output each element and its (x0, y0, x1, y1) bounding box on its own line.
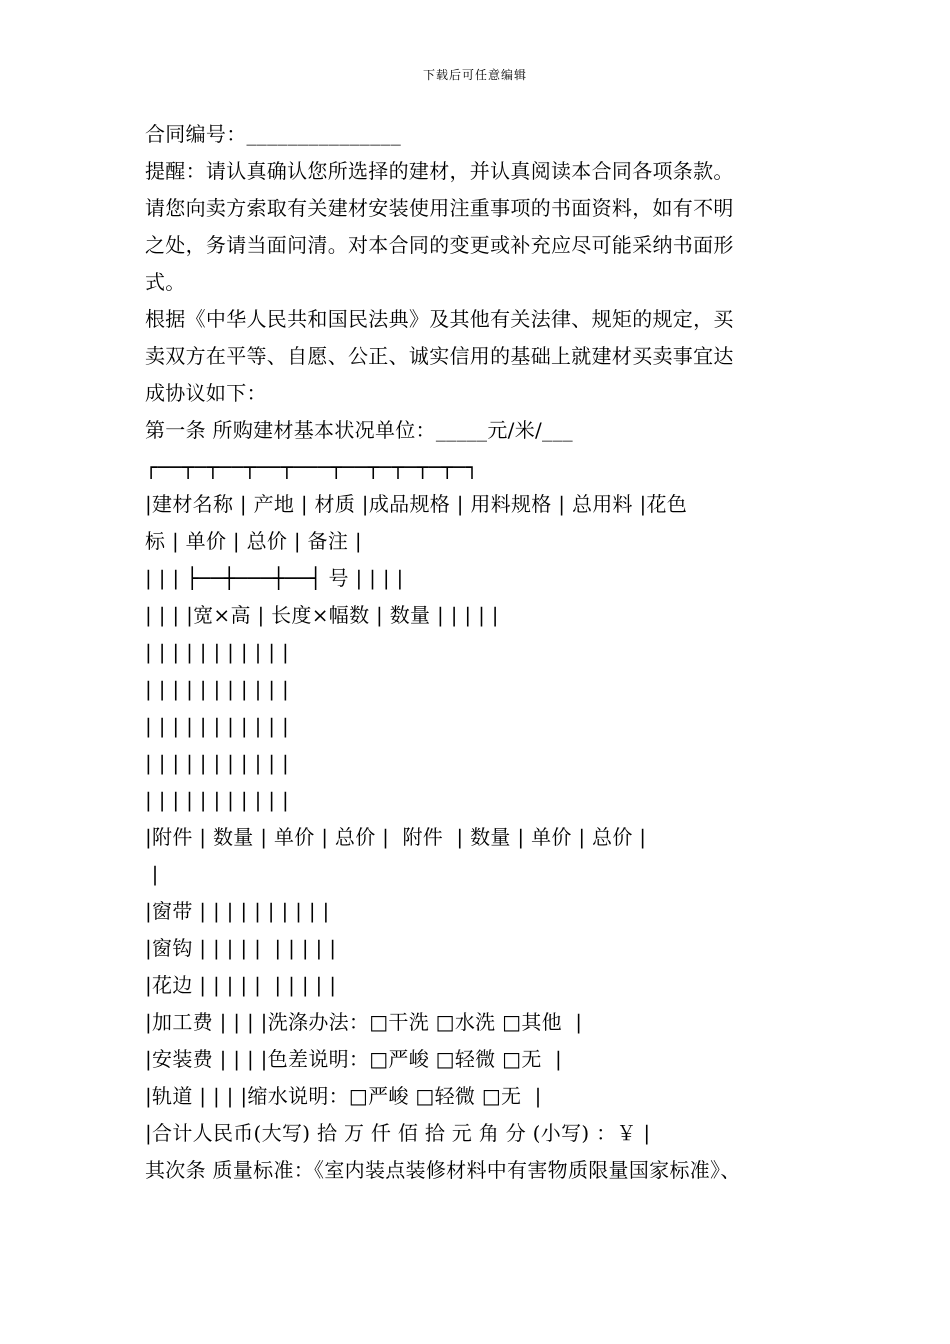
reminder-line-2: 请您向卖方索取有关建材安装使用注重事项的书面资料，如有不明 (145, 196, 734, 220)
table-header-row-2: 标 | 单价 | 总价 | 备注 | (145, 529, 362, 553)
reminder-line-4: 式。 (145, 270, 186, 294)
table-header-row-4: | | | |宽×高 | 长度×幅数 | 数量 | | | | | (145, 603, 499, 627)
table-empty-row: | | | | | | | | | | | (145, 677, 289, 701)
accessory-row-lace-edge: |花边 | | | | | | | | | | (145, 973, 337, 997)
table-header-row-3: | | | ├──┼───┼──┤ 号 | | | | (145, 566, 404, 590)
document-body (145, 116, 825, 1189)
article-1-heading: 第一条 所购建材基本状况单位：_____元/米/___ (145, 418, 573, 442)
processing-fee-row: |加工费 | | | |洗涤办法：□干洗 □水洗 □其他 | (145, 1010, 583, 1034)
page-header-watermark: 下载后可任意编辑 (422, 68, 527, 82)
reminder-line-3: 之处，务请当面问清。对本合同的变更或补充应尽可能采纳书面形 (145, 233, 734, 257)
table-empty-row: | | | | | | | | | | | (145, 788, 289, 812)
table-empty-row: | | | | | | | | | | | (145, 714, 289, 738)
table-header-row-1: |建材名称 | 产地 | 材质 |成品规格 | 用料规格 | 总用料 |花色 (145, 492, 688, 516)
total-amount-row: |合计人民币(大写) 拾 万 仟 佰 拾 元 角 分 (小写) ：￥ | (145, 1121, 651, 1145)
preamble-line-3: 成协议如下： (145, 381, 267, 405)
article-2-heading: 其次条 质量标准：《室内装点装修材料中有害物质限量国家标准》、 (145, 1158, 741, 1182)
installation-fee-row: |安装费 | | | |色差说明：□严峻 □轻微 □无 | (145, 1047, 562, 1071)
table-top-border: ┌──┬─┬──┬──┬───┬──┬─┬─┬─┬─┐ (145, 455, 479, 479)
reminder-line-1: 提醒：请认真确认您所选择的建材，并认真阅读本合同各项条款。 (145, 159, 734, 183)
accessory-row-window-strap: |窗带 | | | | | | | | | | (145, 899, 330, 923)
accessory-row-window-hook: |窗钩 | | | | | | | | | | (145, 936, 337, 960)
preamble-line-1: 根据《中华人民共和国民法典》及其他有关法律、规矩的规定，买 (145, 307, 734, 331)
track-row: |轨道 | | | |缩水说明：□严峻 □轻微 □无 | (145, 1084, 542, 1108)
accessory-header-row: |附件 | 数量 | 单价 | 总价 | 附件 | 数量 | 单价 | 总价 | (145, 825, 647, 849)
preamble-line-2: 卖双方在平等、自愿、公正、诚实信用的基础上就建材买卖事宜达 (145, 344, 734, 368)
accessory-header-continuation: | (145, 862, 159, 886)
contract-number-line: 合同编号：_______________ (145, 122, 401, 146)
table-empty-row: | | | | | | | | | | | (145, 640, 289, 664)
table-empty-row: | | | | | | | | | | | (145, 751, 289, 775)
